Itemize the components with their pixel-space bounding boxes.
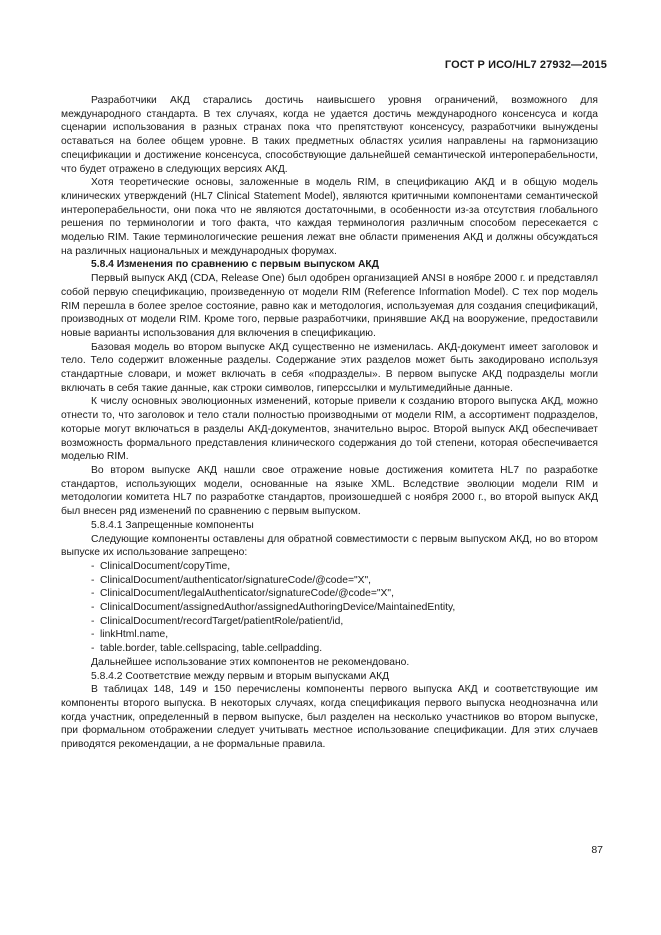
paragraph-6: Во втором выпуске АКД нашли свое отражение новые достижения комитета HL7 по разработке стандартов, использующих модели, основанные на языке XML. Вследствие эволюции модели RIM и методологии комитета HL7 по разработке стандартов, произошедшей с ноября 2000 г., во второй выпуск АКД был внесен ряд изменений по сравнению с первым выпуском. (61, 464, 598, 518)
page-number: 87 (591, 844, 603, 856)
list-item: - linkHtml.name, (91, 629, 169, 641)
paragraph-3: Первый выпуск АКД (CDA, Release One) был одобрен организацией ANSI в ноябре 2000 г. и представлял собой первую спецификацию, произведенную от модели RIM (Reference Information Model). С тех пор модель RIM перешла в более зрелое состояние, равно как и методология, используемая для создания спецификаций, производных от модели RIM. Кроме того, первые разработчики, принявшие АКД на вооружение, предоставили новые варианты использования для включения в спецификацию. (61, 273, 598, 339)
subsection-heading-5-8-4-2: 5.8.4.2 Соответствие между первым и вторым выпусками АКД (91, 670, 390, 682)
paragraph-2: Хотя теоретические основы, заложенные в модель RIM, в спецификацию АКД и в общую модель клинических утверждений (HL7 Clinical Statement Model), являются критичными компонентами семантической интероперабельности, они пока что не являются достаточными, в особенности из-за отсутствия глобального решения по терминологии и того факта, что каждая терминология различным способом пересекается с моделью RIM. Такие терминологические решения лежат вне области применения АКД и должны обсуждаться на различных национальных и международных форумах. (61, 177, 598, 257)
paragraph-7: Следующие компоненты оставлены для обратной совместимости с первым выпуском АКД, но во втором выпуске их использование запрещено: (61, 533, 598, 559)
document-header-id: ГОСТ Р ИСО/HL7 27932—2015 (444, 59, 607, 71)
paragraph-1: Разработчики АКД старались достичь наивысшего уровня ограничений, возможного для международного стандарта. В тех случаях, когда не удается достичь международного консенсуса и когда сценарии использования в разных странах пока что препятствуют консенсусу, разработчики вынуждены оставаться на более общем уровне. В таких предметных областях усилия направлены на гармонизацию спецификации и достижение консенсуса, способствующие дальнейшей семантической интероперабельности, что будет отражено в следующих версиях АКД. (61, 95, 598, 175)
paragraph-4: Базовая модель во втором выпуске АКД существенно не изменилась. АКД-документ имеет заголовок и тело. Тело содержит вложенные разделы. Содержание этих разделов может быть закодировано используя стандартные словари, и может включать в себя «подразделы». В первом выпуске АКД подразделы могли включать в себя такие данные, как строки символов, гиперссылки и мультимедийные данные. (61, 341, 598, 394)
list-item: - ClinicalDocument/copyTime, (91, 560, 231, 572)
list-item: - ClinicalDocument/assignedAuthor/assignedAuthoringDevice/MaintainedEntity, (91, 602, 456, 614)
list-item: - ClinicalDocument/authenticator/signatureCode/@code="X", (91, 574, 372, 586)
list-item: - ClinicalDocument/recordTarget/patientRole/patient/id, (91, 615, 344, 627)
paragraph-9: В таблицах 148, 149 и 150 перечислены компоненты первого выпуска АКД и соответствующие им компоненты второго выпуска. В некоторых случаях, когда спецификация первого выпуска неоднозначна или когда участник, определенный в первом выпуске, был разделен на несколько участников во втором выпуске, при формальном отображении следует учитывать местное использование спецификации. Для этих случаев приводятся рекомендации, а не формальные правила. (61, 684, 598, 751)
paragraph-5: К числу основных эволюционных изменений, которые привели к созданию второго выпуска АКД, можно отнести то, что заголовок и тело стали полностью производными от модели RIM, а ассортимент подразделов, которые могут включаться в разделы АКД-документов, значительно вырос. Второй выпуск АКД обеспечивает возможность формального представления клинического содержания до той степени, которая обеспечивается моделью RIM. (61, 396, 598, 463)
paragraph-8: Дальнейшее использование этих компонентов не рекомендовано. (91, 656, 410, 668)
list-item: - ClinicalDocument/legalAuthenticator/signatureCode/@code="X", (91, 588, 394, 600)
list-item: - table.border, table.cellspacing, table.cellpadding. (91, 643, 323, 655)
prohibited-components-list (61, 560, 598, 656)
section-heading-5-8-4: 5.8.4 Изменения по сравнению с первым выпуском АКД (91, 259, 379, 271)
document-body (61, 94, 598, 752)
subsection-heading-5-8-4-1: 5.8.4.1 Запрещенные компоненты (91, 519, 254, 531)
